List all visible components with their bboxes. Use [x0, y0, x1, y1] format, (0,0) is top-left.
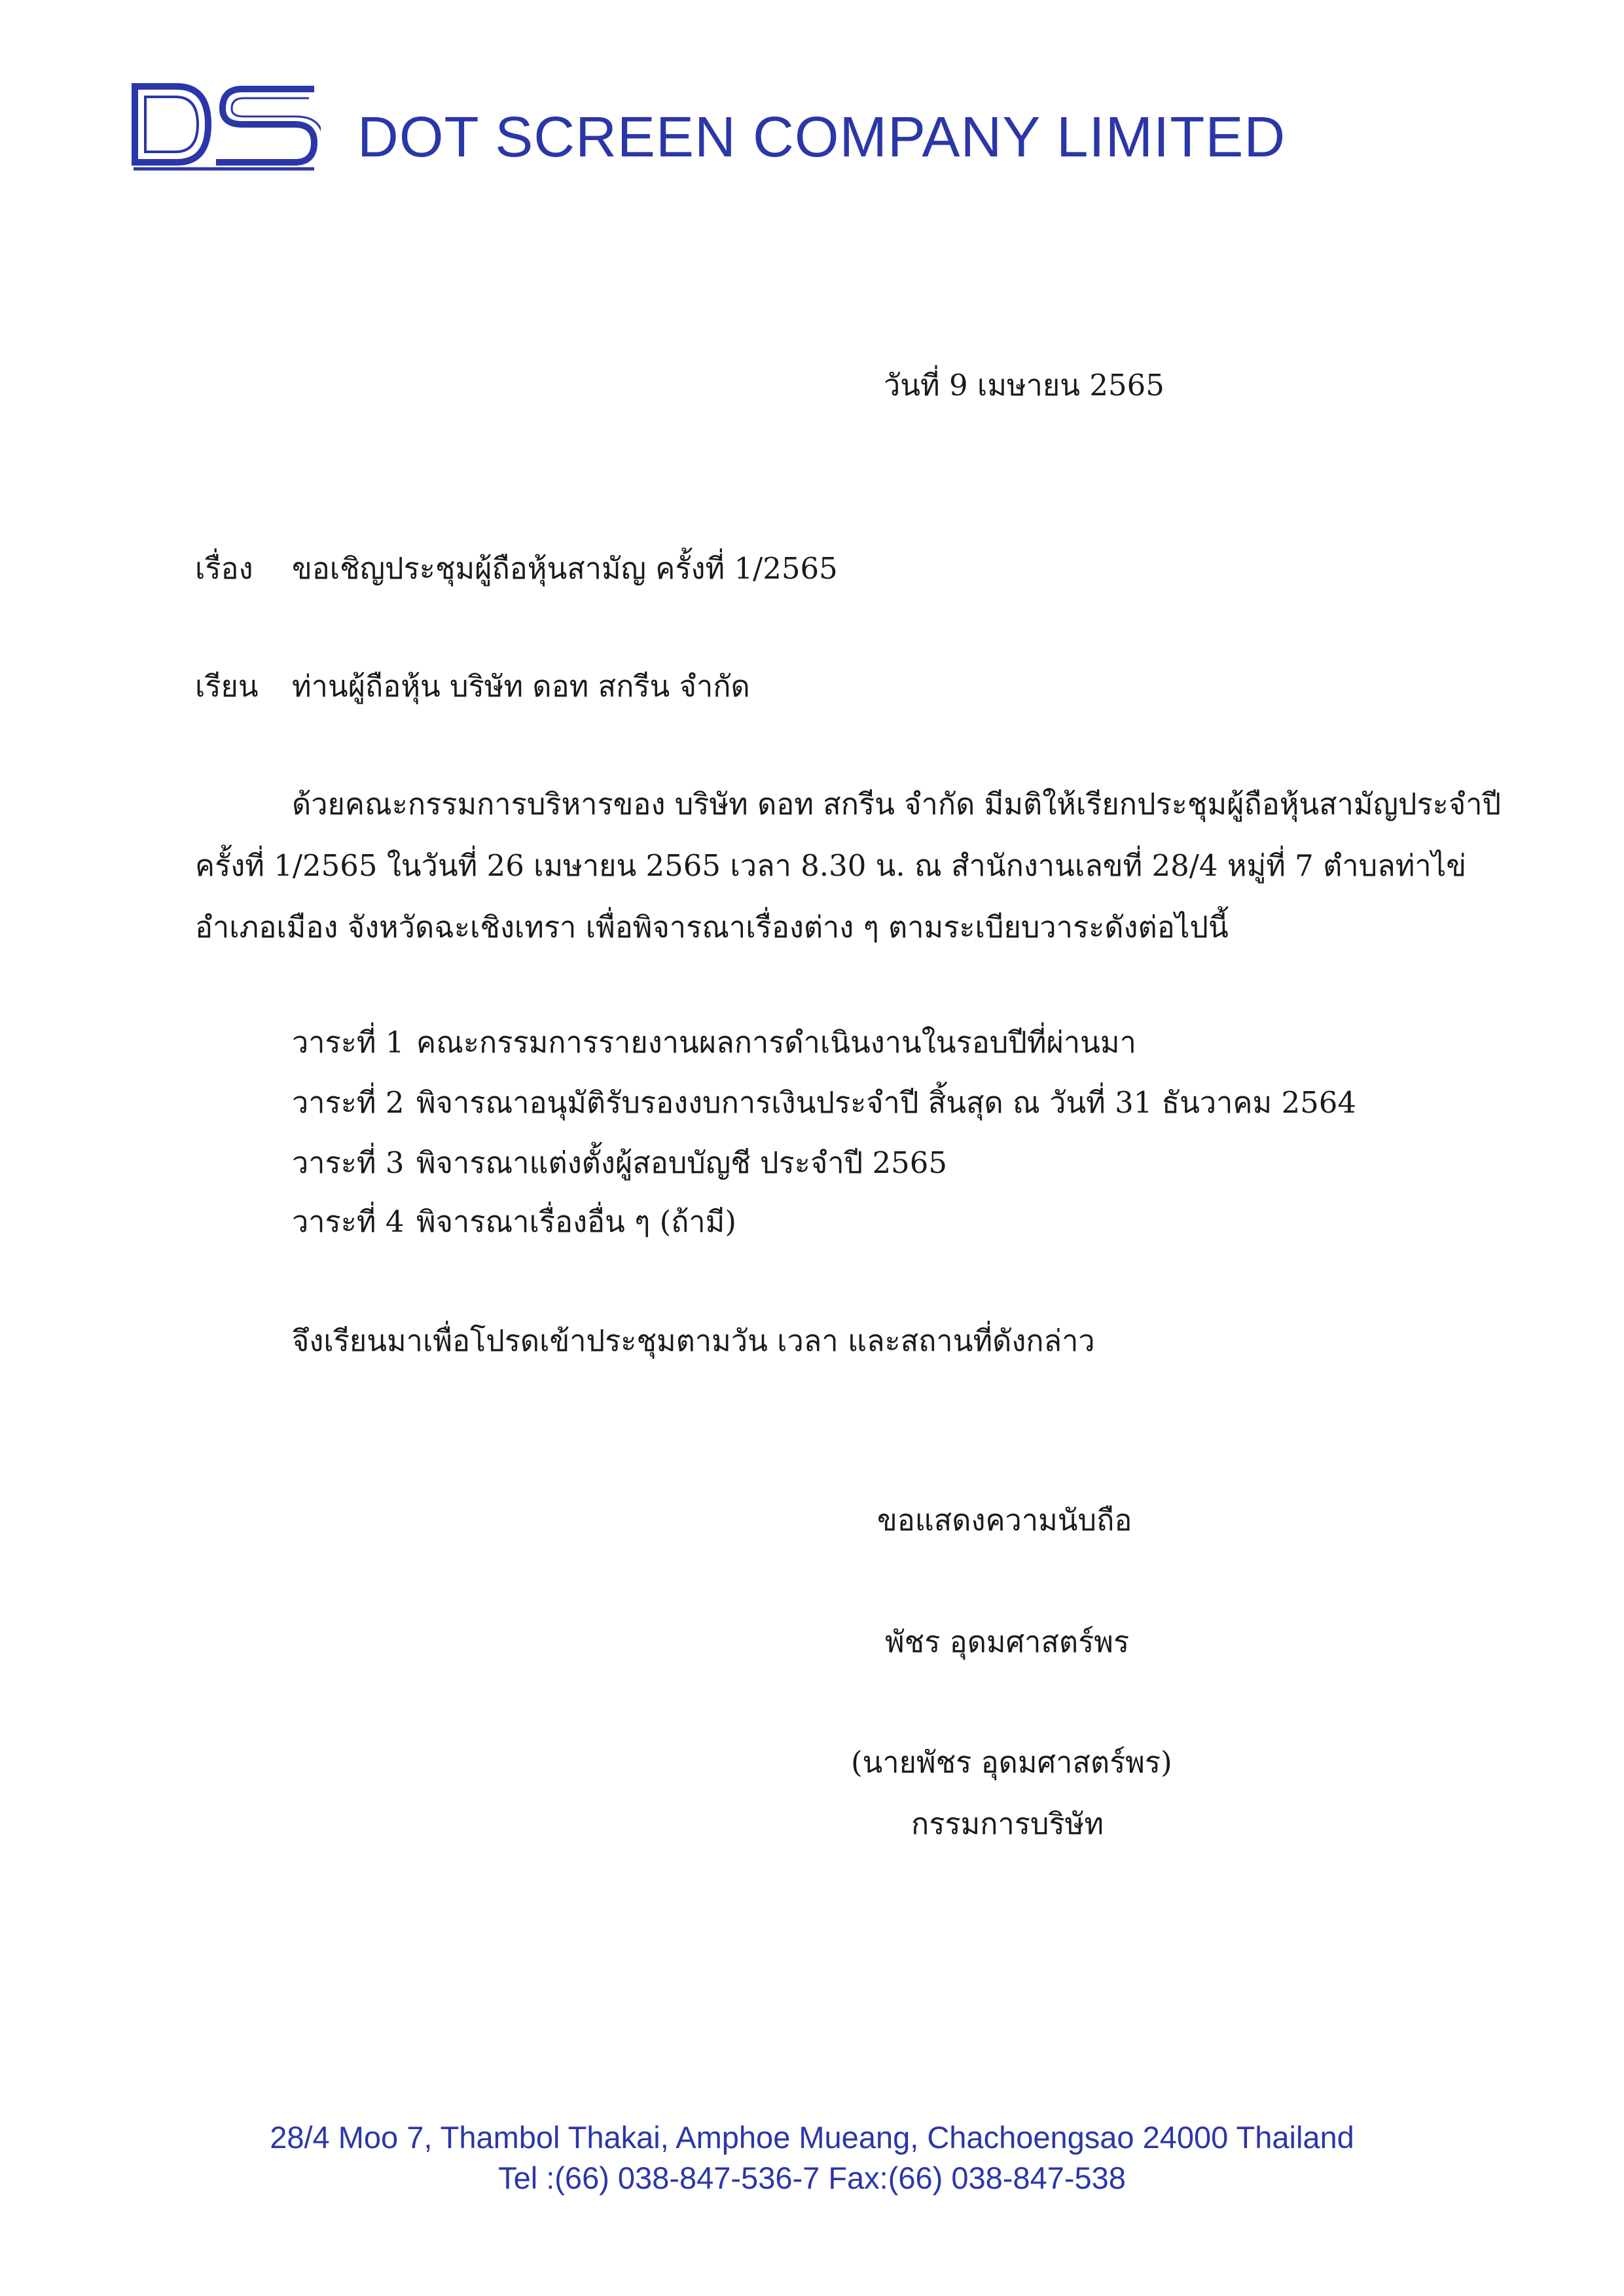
- agenda-text: พิจารณาเรื่องอื่น ๆ (ถ้ามี): [416, 1204, 736, 1239]
- agenda-text: พิจารณาแต่งตั้งผู้สอบบัญชี ประจำปี 2565: [416, 1145, 947, 1180]
- subject-text: ขอเชิญประชุมผู้ถือหุ้นสามัญ ครั้งที่ 1/2565: [292, 551, 838, 586]
- subject-label: เรื่อง: [195, 551, 253, 586]
- letter-date: วันที่ 9 เมษายน 2565: [884, 368, 1164, 403]
- agenda-text: คณะกรรมการรายงานผลการดำเนินงานในรอบปีที่ผ่านมา: [416, 1025, 1136, 1060]
- company-name: DOT SCREEN COMPANY LIMITED: [357, 105, 1286, 169]
- signature-regards: ขอแสดงความนับถือ: [877, 1503, 1132, 1537]
- agenda-item: [292, 1018, 1136, 1066]
- agenda-item: [292, 1139, 947, 1186]
- agenda-text: พิจารณาอนุมัติรับรองงบการเงินประจำปี สิ้นสุด ณ วันที่ 31 ธันวาคม 2564: [416, 1085, 1357, 1120]
- footer-address: 28/4 Moo 7, Thambol Thakai, Amphoe Mueang, Chachoengsao 24000 Thailand: [270, 2120, 1354, 2155]
- paragraph-line-1: ด้วยคณะกรรมการบริหารของ บริษัท ดอท สกรีน จำกัด มีมติให้เรียกประชุมผู้ถือหุ้นสามัญประจำปี: [292, 787, 1502, 821]
- signature-full-name: (นายพัชร อุดมศาสตร์พร): [851, 1745, 1172, 1780]
- footer-contact: Tel :(66) 038-847-536-7 Fax:(66) 038-847-538: [498, 2161, 1126, 2195]
- agenda-number: วาระที่ 2: [292, 1085, 405, 1120]
- agenda-number: วาระที่ 4: [292, 1204, 405, 1239]
- agenda-item: [292, 1079, 1356, 1126]
- agenda-item: [292, 1198, 736, 1245]
- company-logo: [131, 82, 321, 171]
- signature-title: กรรมการบริษัท: [911, 1806, 1104, 1841]
- recipient-text: ท่านผู้ถือหุ้น บริษัท ดอท สกรีน จำกัด: [292, 669, 750, 704]
- agenda-number: วาระที่ 3: [292, 1145, 405, 1180]
- signature-name: พัชร อุดมศาสตร์พร: [885, 1624, 1130, 1659]
- agenda-number: วาระที่ 1: [292, 1025, 405, 1060]
- paragraph-line-2: ครั้งที่ 1/2565 ในวันที่ 26 เมษายน 2565 เวลา 8.30 น. ณ สำนักงานเลขที่ 28/4 หมู่ที่ 7 ตำบลท่าไข่: [195, 848, 1467, 883]
- paragraph-line-3: อำเภอเมือง จังหวัดฉะเชิงเทรา เพื่อพิจารณาเรื่องต่าง ๆ ตามระเบียบวาระดังต่อไปนี้: [195, 910, 1229, 944]
- recipient-label: เรียน: [195, 669, 259, 704]
- closing-sentence: จึงเรียนมาเพื่อโปรดเข้าประชุมตามวัน เวลา และสถานที่ดังกล่าว: [292, 1323, 1095, 1358]
